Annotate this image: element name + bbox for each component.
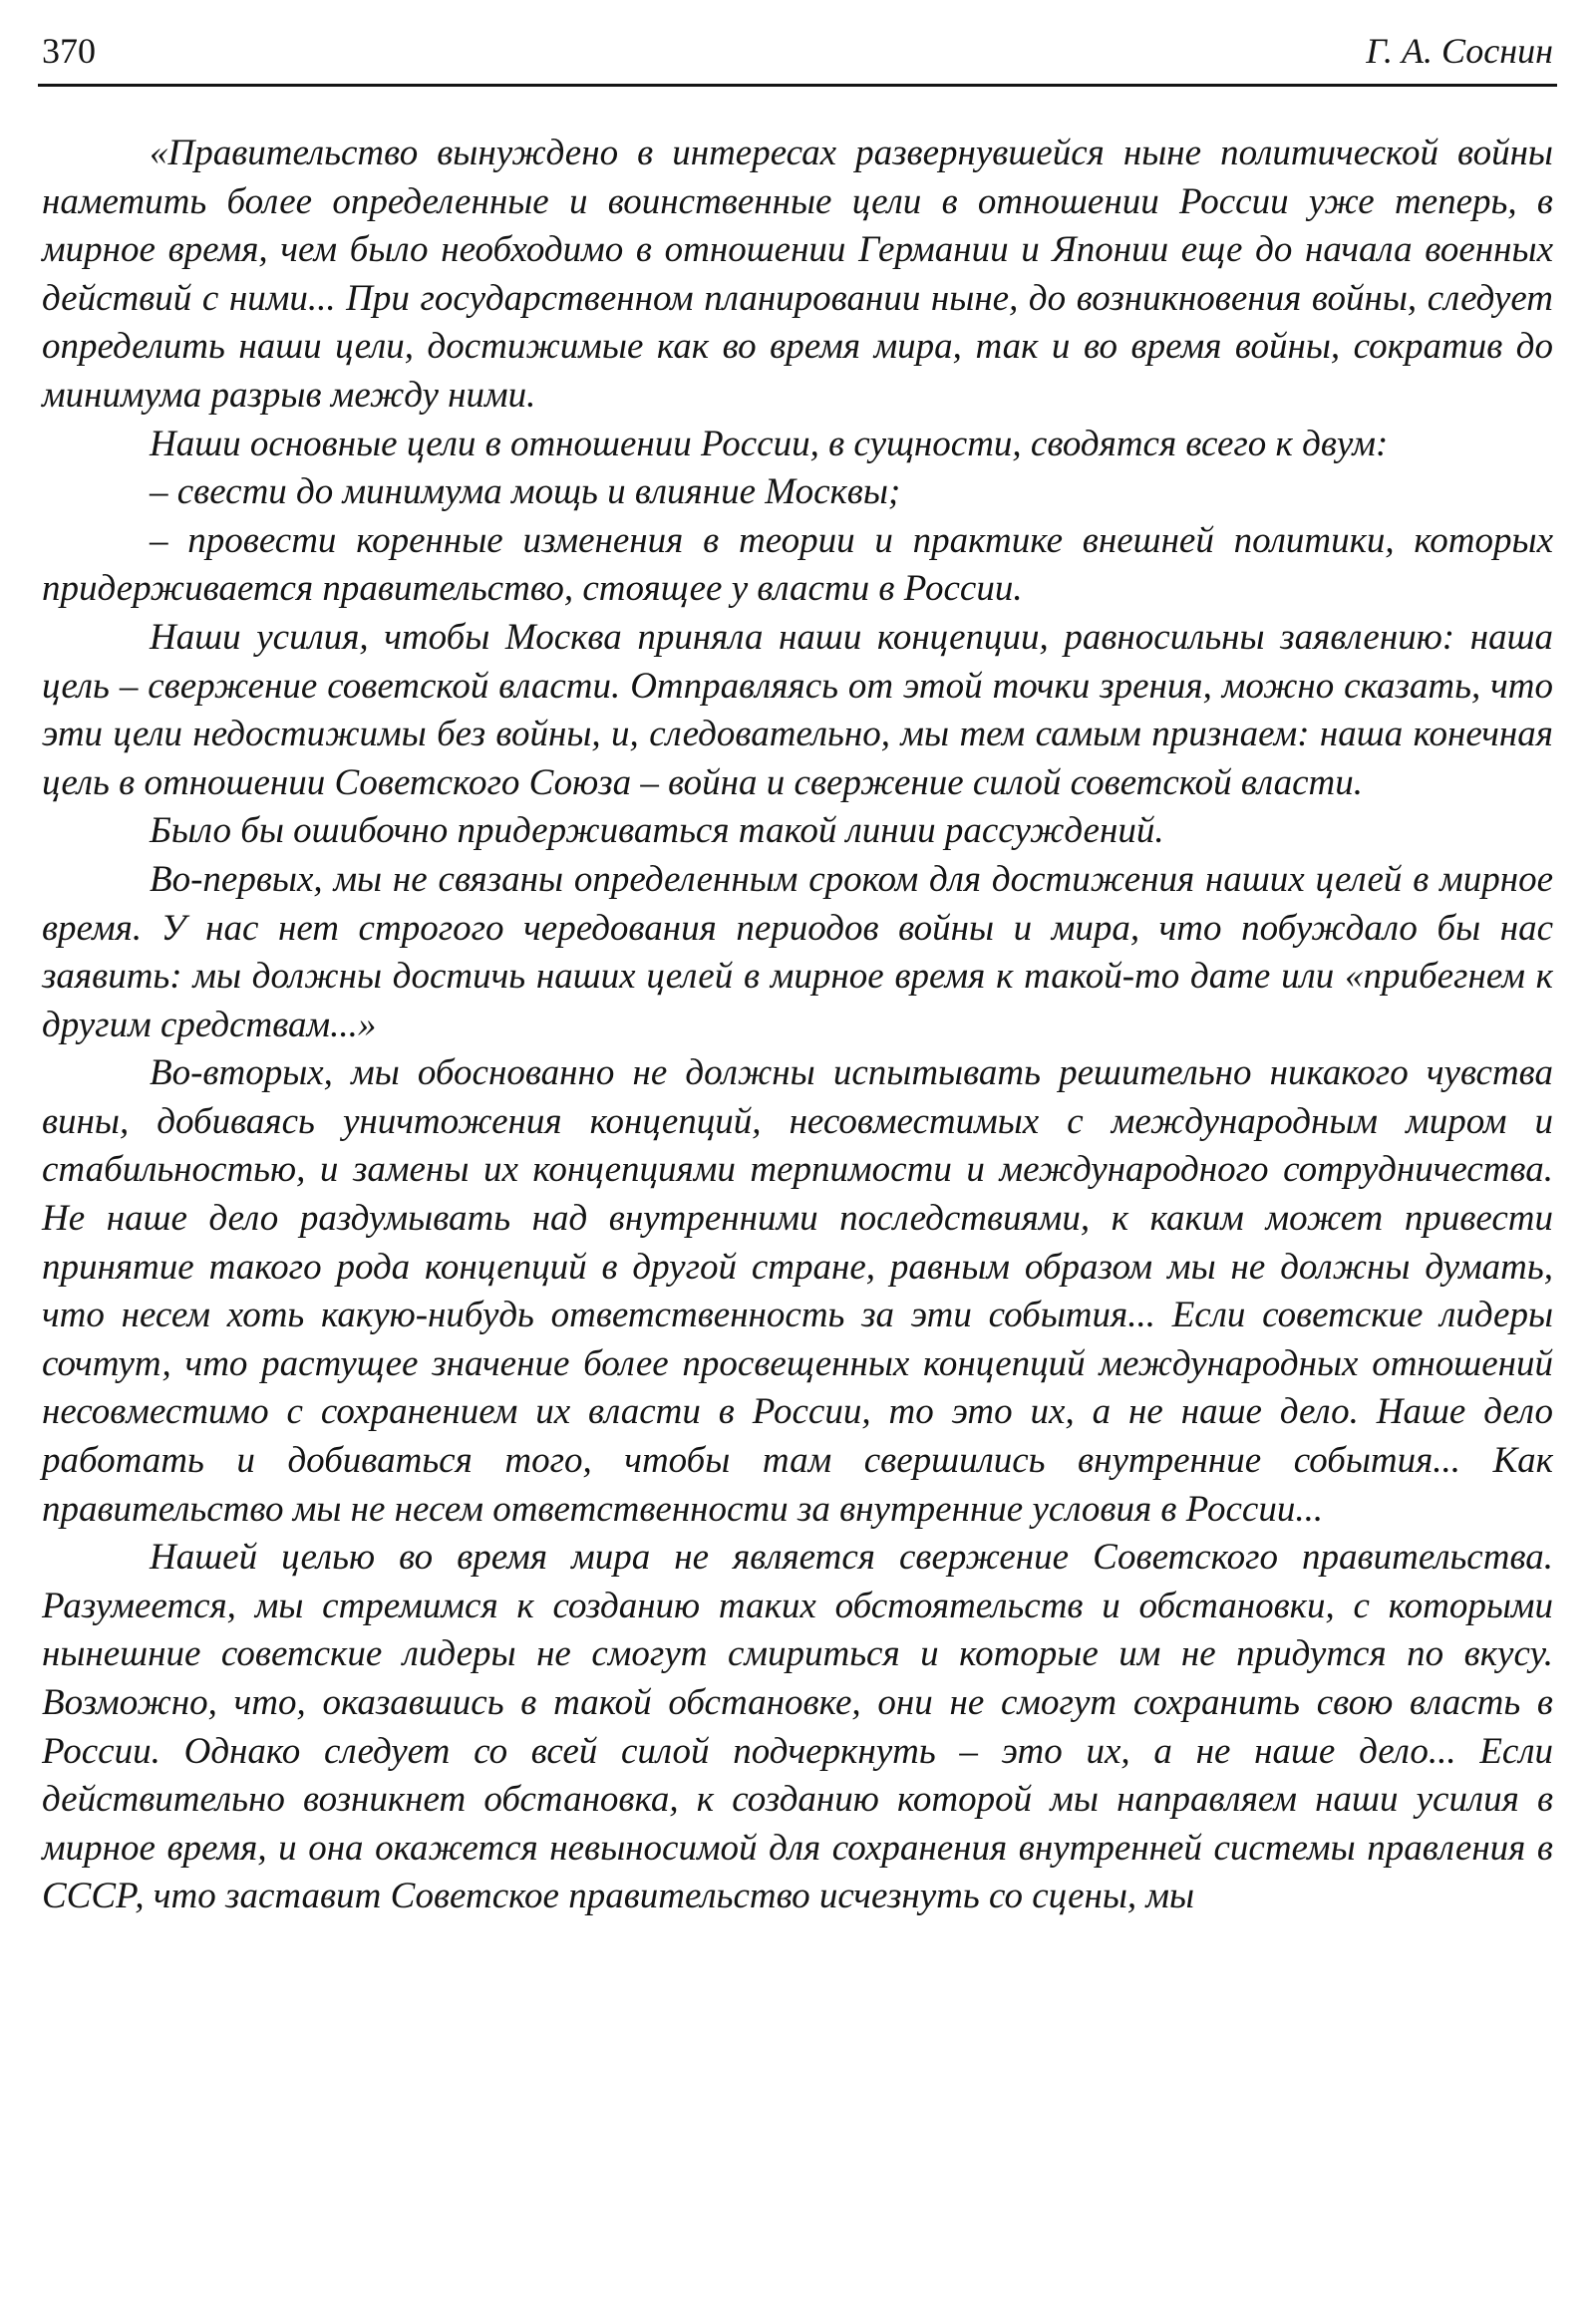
paragraph: Наши усилия, чтобы Москва приняла наши концепции, равносильны заявлению: наша цель – свержение советской власти. Отправляясь от этой точки зрения, можно сказать, что эти цели недостижимы без войны, и, следовательно, мы тем самым признаем: наша конечная цель в отношении Советского Союза – война и свержение силой советской власти. [42, 616, 1553, 803]
quoted-text-body [42, 130, 1553, 1921]
list-item: – провести коренные изменения в теории и практике внешней политики, которых придерживается правительство, стоящее у власти в России. [42, 519, 1553, 610]
book-page [38, 0, 1557, 2324]
paragraph: Во-вторых, мы обоснованно не должны испытывать решительно никакого чувства вины, добиваясь уничтожения концепций, несовместимых с международным миром и стабильностью, и замены их концепциями терпимости и международного сотрудничества. Не наше дело раздумывать над внутренними последствиями, к каким может привести принятие такого рода концепций в другой стране, равным образом мы не должны думать, что несем хоть какую-нибудь ответственность за эти события... Если советские лидеры сочтут, что растущее значение более просвещенных концепций международных отношений несовместимо с сохранением их власти в России, то это их, а не наше дело. Наше дело работать и добиваться того, чтобы там свершились внутренние события... Как правительство мы не несем ответственности за внутренние условия в России... [42, 1052, 1553, 1530]
paragraph: Было бы ошибочно придерживаться такой линии рассуждений. [150, 810, 1164, 852]
paragraph: «Правительство вынуждено в интересах развернувшейся ныне политической войны наметить более определенные и воинственные цели в отношении России уже теперь, в мирное время, чем было необходимо в отношении Германии и Японии еще до начала военных действий с ними... При государственном планировании ныне, до возникновения войны, следует определить наши цели, достижимые как во время мира, так и во время войны, сократив до минимума разрыв между ними. [42, 133, 1553, 416]
page-number: 370 [42, 31, 96, 71]
running-head-author: Г. А. Соснин [1366, 31, 1553, 71]
list-item: – свести до минимума мощь и влияние Москвы; [150, 471, 901, 513]
page-header [38, 26, 1557, 76]
header-rule [38, 84, 1557, 87]
paragraph: Во-первых, мы не связаны определенным сроком для достижения наших целей в мирное время. У нас нет строгого чередования периодов войны и мира, что побуждало бы нас заявить: мы должны достичь наших целей в мирное время к такой-то дате или «прибегнем к другим средствам...» [42, 858, 1553, 1045]
paragraph: Нашей целью во время мира не является свержение Советского правительства. Разумеется, мы стремимся к созданию таких обстоятельств и обстановки, с которыми нынешние советские лидеры не смогут смириться и которые им не придутся по вкусу. Возможно, что, оказавшись в такой обстановке, они не смогут сохранить свою власть в России. Однако следует со всей силой подчеркнуть – это их, а не наше дело... Если действительно возникнет обстановка, к созданию которой мы направляем наши усилия в мирное время, и она окажется невыносимой для сохранения внутренней системы правления в СССР, что заставит Советское правительство исчезнуть со сцены, мы [42, 1537, 1553, 1917]
paragraph: Наши основные цели в отношении России, в сущности, сводятся всего к двум: [150, 423, 1389, 464]
